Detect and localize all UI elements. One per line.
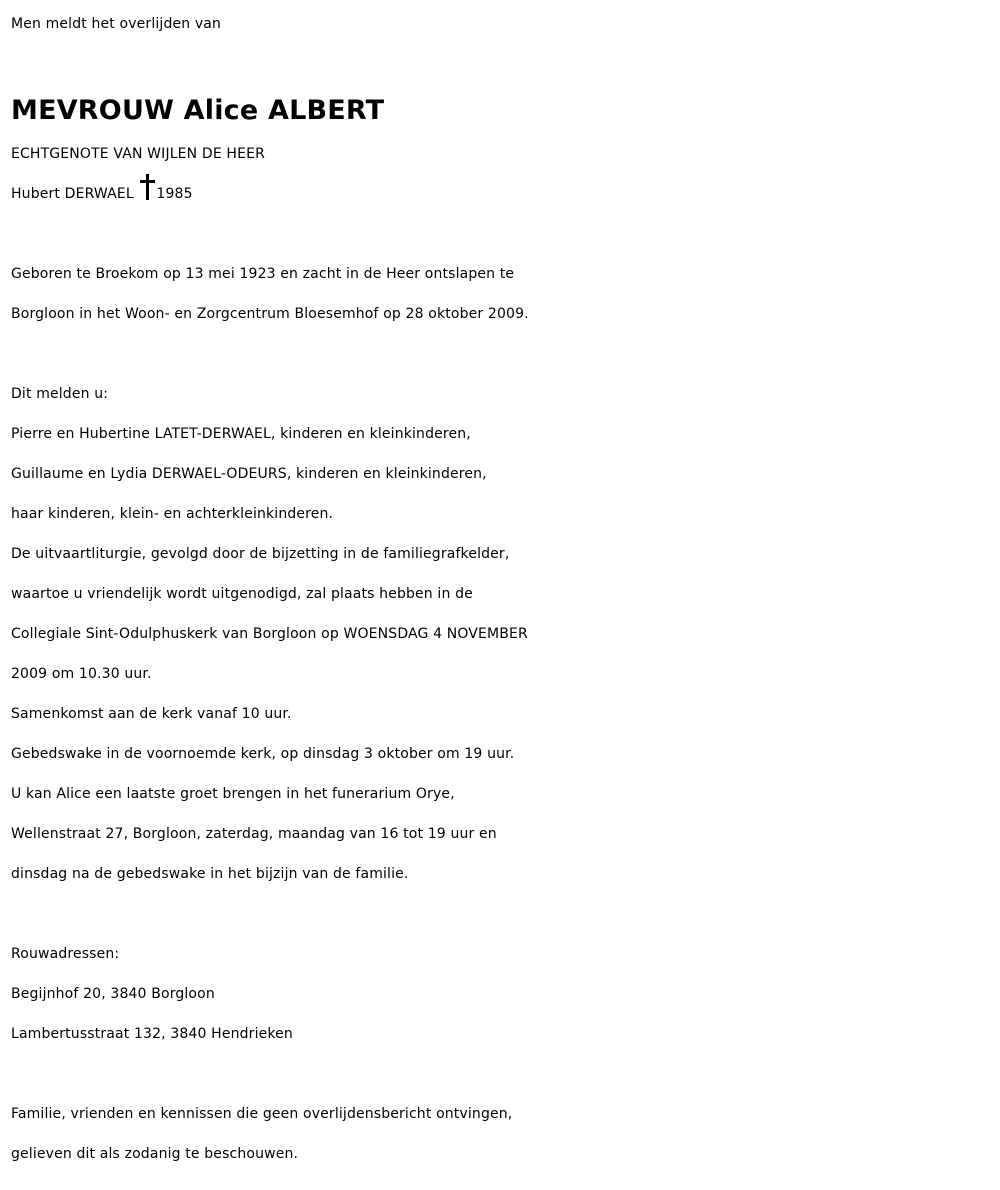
closing-paragraph [11,1094,996,1174]
spacer [11,214,996,254]
death-notice [11,4,996,1174]
spacer [11,334,996,374]
spouse-name: Hubert DERWAEL [11,186,134,202]
spacer [11,44,996,88]
relation-text: ECHTGENOTE VAN WIJLEN DE HEER [11,146,265,162]
paragraph-line: Geboren te Broekom op 13 mei 1923 en zacht in de Heer ontslapen te [11,266,515,282]
paragraph-line: Borgloon in het Woon- en Zorgcentrum Bloesemhof op 28 oktober 2009. [11,306,529,322]
paragraph-line: U kan Alice een laatste groet brengen in het funerarium Orye, [11,786,455,802]
paragraph-line: 2009 om 10.30 uur. [11,666,152,682]
spacer [11,894,996,934]
paragraph-line: De uitvaartliturgie, gevolgd door de bijzetting in de familiegrafkelder, [11,546,510,562]
paragraph-line: Collegiale Sint-Odulphuskerk van Borgloon op WOENSDAG 4 NOVEMBER [11,626,528,642]
paragraph-line: Samenkomst aan de kerk vanaf 10 uur. [11,706,292,722]
intro-text: Men meldt het overlijden van [11,16,222,32]
spouse-death-year: 1985 [156,186,193,202]
birth-death-paragraph [11,254,996,334]
paragraph-line: Wellenstraat 27, Borgloon, zaterdag, maandag van 16 tot 19 uur en [11,826,497,842]
paragraph-line: Pierre en Hubertine LATET-DERWAEL, kinderen en kleinkinderen, [11,426,471,442]
paragraph-line: waartoe u vriendelijk wordt uitgenodigd, zal plaats hebben in de [11,586,473,602]
paragraph-line: Dit melden u: [11,386,109,402]
deceased-name: MEVROUW Alice ALBERT [11,95,385,126]
paragraph-line: Gebedswake in de voornoemde kerk, op dinsdag 3 oktober om 19 uur. [11,746,515,762]
paragraph-line: Guillaume en Lydia DERWAEL-ODEURS, kinderen en kleinkinderen, [11,466,487,482]
paragraph-line: gelieven dit als zodanig te beschouwen. [11,1146,299,1162]
spacer [11,1054,996,1094]
address-line: Begijnhof 20, 3840 Borgloon [11,986,215,1002]
spouse-line [11,174,996,214]
announcement-paragraph [11,374,996,894]
addresses-paragraph [11,934,996,1054]
paragraph-line: Familie, vrienden en kennissen die geen overlijdensbericht ontvingen, [11,1106,513,1122]
paragraph-line: haar kinderen, klein- en achterkleinkinderen. [11,506,334,522]
paragraph-line: dinsdag na de gebedswake in het bijzijn van de familie. [11,866,409,882]
cross-icon [140,174,154,200]
address-line: Lambertusstraat 132, 3840 Hendrieken [11,1026,293,1042]
addresses-heading: Rouwadressen: [11,946,120,962]
